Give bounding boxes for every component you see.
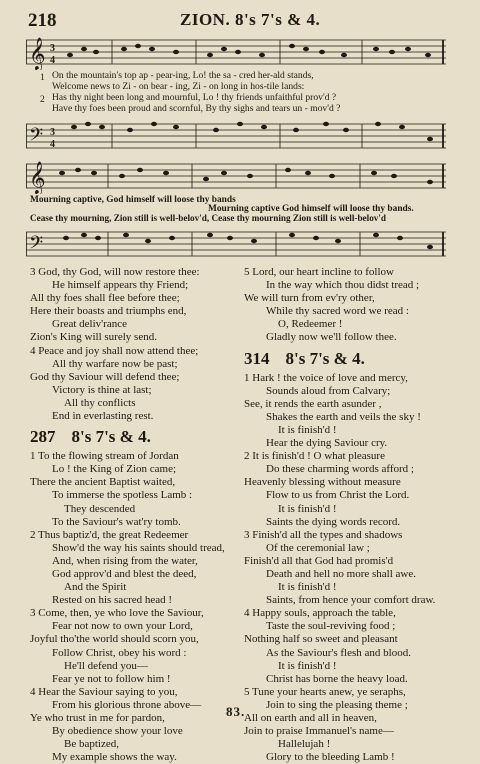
verse-label-2: 2 [40,94,45,105]
verse-line: And the Spirit [64,581,127,594]
verse-line: All thy warfare now be past; [52,357,178,370]
verse-line: 4 Peace and joy shall now attend thee; [30,344,199,357]
verse-line: 1 To the flowing stream of Jordan [30,450,179,463]
hymn-287-heading [30,426,248,448]
verse-line: All thy foes shall flee before thee; [30,292,180,305]
verse-line: As the Saviour's flesh and blood. [266,646,411,659]
verse-line: 4 Hear the Saviour saying to you, [30,685,178,698]
hymn-number-218: 218 [28,10,57,31]
verse-line: My example shows the way. [52,751,177,764]
bass-staff-1 [26,116,446,150]
verse-line: Hear the dying Saviour cry. [266,437,388,450]
verse-line: Gladly now we'll follow thee. [266,331,397,344]
treble-staff-1 [26,36,446,70]
verse-line: It is finish'd ! [278,581,337,594]
bass-staff-2 [26,224,446,262]
verse-line: Ye who trust in me for pardon, [30,712,165,724]
svg-text:𝄢: 𝄢 [29,232,44,257]
verse-line: Rested on his sacred head ! [52,594,173,607]
verse-line: Show'd the way his saints should tread, [52,541,225,554]
verse-line: Flow to us from Christ the Lord. [266,489,410,502]
verse-line: Fear not now to own your Lord, [52,620,193,633]
page-number: 83. [226,704,246,719]
svg-text:𝄞: 𝄞 [29,163,46,194]
svg-text:4: 4 [50,139,55,150]
lyric-line-2: Welcome news to Zi - on bear - ing, Zi - on long in hos-tile lands: [52,81,305,92]
verse-line: 5 Tune your hearts anew, ye seraphs, [244,685,406,698]
verse-line: It is finish'd ! [278,423,337,436]
verse-line: Glory to the bleeding Lamb ! [266,751,395,764]
verse-line: All on earth and all in heaven, [244,712,377,724]
verse-line: Sounds aloud from Calvary; [266,384,391,397]
verse-line: 5 Lord, our heart incline to follow [244,266,394,278]
verse-line: Saints the dying words record. [266,515,401,528]
verse-line: Shakes the earth and veils the sky ! [266,410,421,423]
verse-line: Taste the soul-reviving food ; [266,620,396,633]
left-column [30,266,248,764]
verse-line: Do these charming words afford ; [266,463,414,476]
verse-line: There the ancient Baptist waited, [30,476,176,489]
lyric-line-4: Have thy foes been proud and scornful, By thy sighs and tears un - mov'd ? [52,103,341,114]
verse-line: O, Redeemer ! [278,318,343,331]
verse-line: Here their boasts and triumphs end, [30,305,187,318]
verse-line: 3 God, thy God, will now restore thee: [30,266,200,278]
lower-lyric-1: Mourning captive, God himself will loose thy bands [30,195,236,205]
verse-line: Christ has borne the heavy load. [266,672,408,685]
verse-line: Great deliv'rance [52,318,127,331]
verse-line: Saints, from hence your comfort draw. [266,594,436,607]
lower-lyric-3: Cease thy mourning, Zion still is well-belov'd, Cease thy mourning Zion still is well-belov'd [30,213,387,223]
verse-line: See, it rends the earth asunder , [244,397,382,410]
verse-line: Victory is thine at last; [52,383,152,396]
verse-line: Of the ceremonial law ; [266,541,370,554]
lyric-line-3: Has thy night been long and mournful, Lo ! thy friends unfaithful prov'd ? [52,92,337,103]
treble-staff-2 [26,158,446,194]
verse-line: Fear ye not to follow him ! [52,672,171,685]
hymn-287-meter: 8's 7's & 4. [71,427,151,447]
verse-label-1: 1 [40,72,45,83]
svg-text:𝄢: 𝄢 [29,124,44,149]
verse-line: 3 Come, then, ye who love the Saviour, [30,607,204,620]
hymn-287-verses [30,450,248,764]
verse-line: Heavenly blessing without measure [244,476,401,489]
hymn-314-meter: 8's 7's & 4. [285,348,365,368]
verse-line: While thy sacred word we read : [266,305,409,318]
verse-line: Lo ! the King of Zion came; [52,463,177,476]
verse-line: By obedience show your love [52,725,183,738]
tune-title: ZION. 8's 7's & 4. [180,10,321,29]
right-column [244,266,470,764]
hymn-314-verses [244,372,470,764]
verse-line: Hallelujah ! [278,738,331,751]
hymn-314-heading [244,348,470,370]
verse-line: 3 Finish'd all the types and shadows [244,528,403,541]
lower-lyric-2: Mourning captive God himself will loose thy bands. [208,204,414,214]
verse-line: Death and hell no more shall awe. [266,567,416,580]
verse-line: To immerse the spotless Lamb : [52,489,193,502]
verse-line: To the Saviour's wat'ry tomb. [52,515,181,528]
verse-line: It is finish'd ! [278,659,337,672]
verse-line: God approv'd and blest the deed, [52,567,197,580]
verse-line: He himself appears thy Friend; [52,279,189,292]
svg-text:4: 4 [50,55,55,66]
verse-line: Join to praise Immanuel's name— [244,725,394,738]
svg-text:3: 3 [50,127,55,138]
verse-line: God thy Saviour will defend thee; [30,370,180,383]
verse-line: In the way which thou didst tread ; [266,279,420,292]
verse-line: Zion's King will surely send. [30,331,157,344]
verse-line: End in everlasting rest. [52,410,154,423]
verse-line: 2 It is finish'd ! O what pleasure [244,450,385,463]
verse-line: Join to sing the pleasing theme ; [266,698,408,711]
verse-line: 1 Hark ! the voice of love and mercy, [244,371,408,384]
svg-text:𝄞: 𝄞 [29,39,46,70]
verse-line: It is finish'd ! [278,502,337,515]
hymn-287-continued [244,266,470,345]
hymn-287-number: 287 [30,427,56,447]
svg-text:3: 3 [50,43,55,54]
verse-line: He'll defend you— [64,659,148,672]
verse-line: We will turn from ev'ry other, [244,292,375,305]
verse-line: They descended [64,502,136,515]
verse-line: Joyful tho'the world should scorn you, [30,633,199,646]
verse-line: From his glorious throne above— [52,698,202,711]
hymn-314-number: 314 [244,348,270,368]
verse-line: 2 Thus baptiz'd, the great Redeemer [30,528,189,541]
verse-line: Follow Christ, obey his word : [52,646,187,659]
verse-line: All thy conflicts [64,396,136,409]
hymn-218-continued [30,266,248,423]
lyric-line-1: On the mountain's top ap - pear-ing, Lo! the sa - cred her-ald stands, [52,70,314,81]
verse-line: Nothing half so sweet and pleasant [244,633,398,646]
verse-line: And, when rising from the water, [52,554,198,567]
verse-line: Be baptized, [64,738,119,751]
verse-line: Finish'd all that God had promis'd [244,554,394,567]
verse-line: 4 Happy souls, approach the table, [244,607,396,620]
